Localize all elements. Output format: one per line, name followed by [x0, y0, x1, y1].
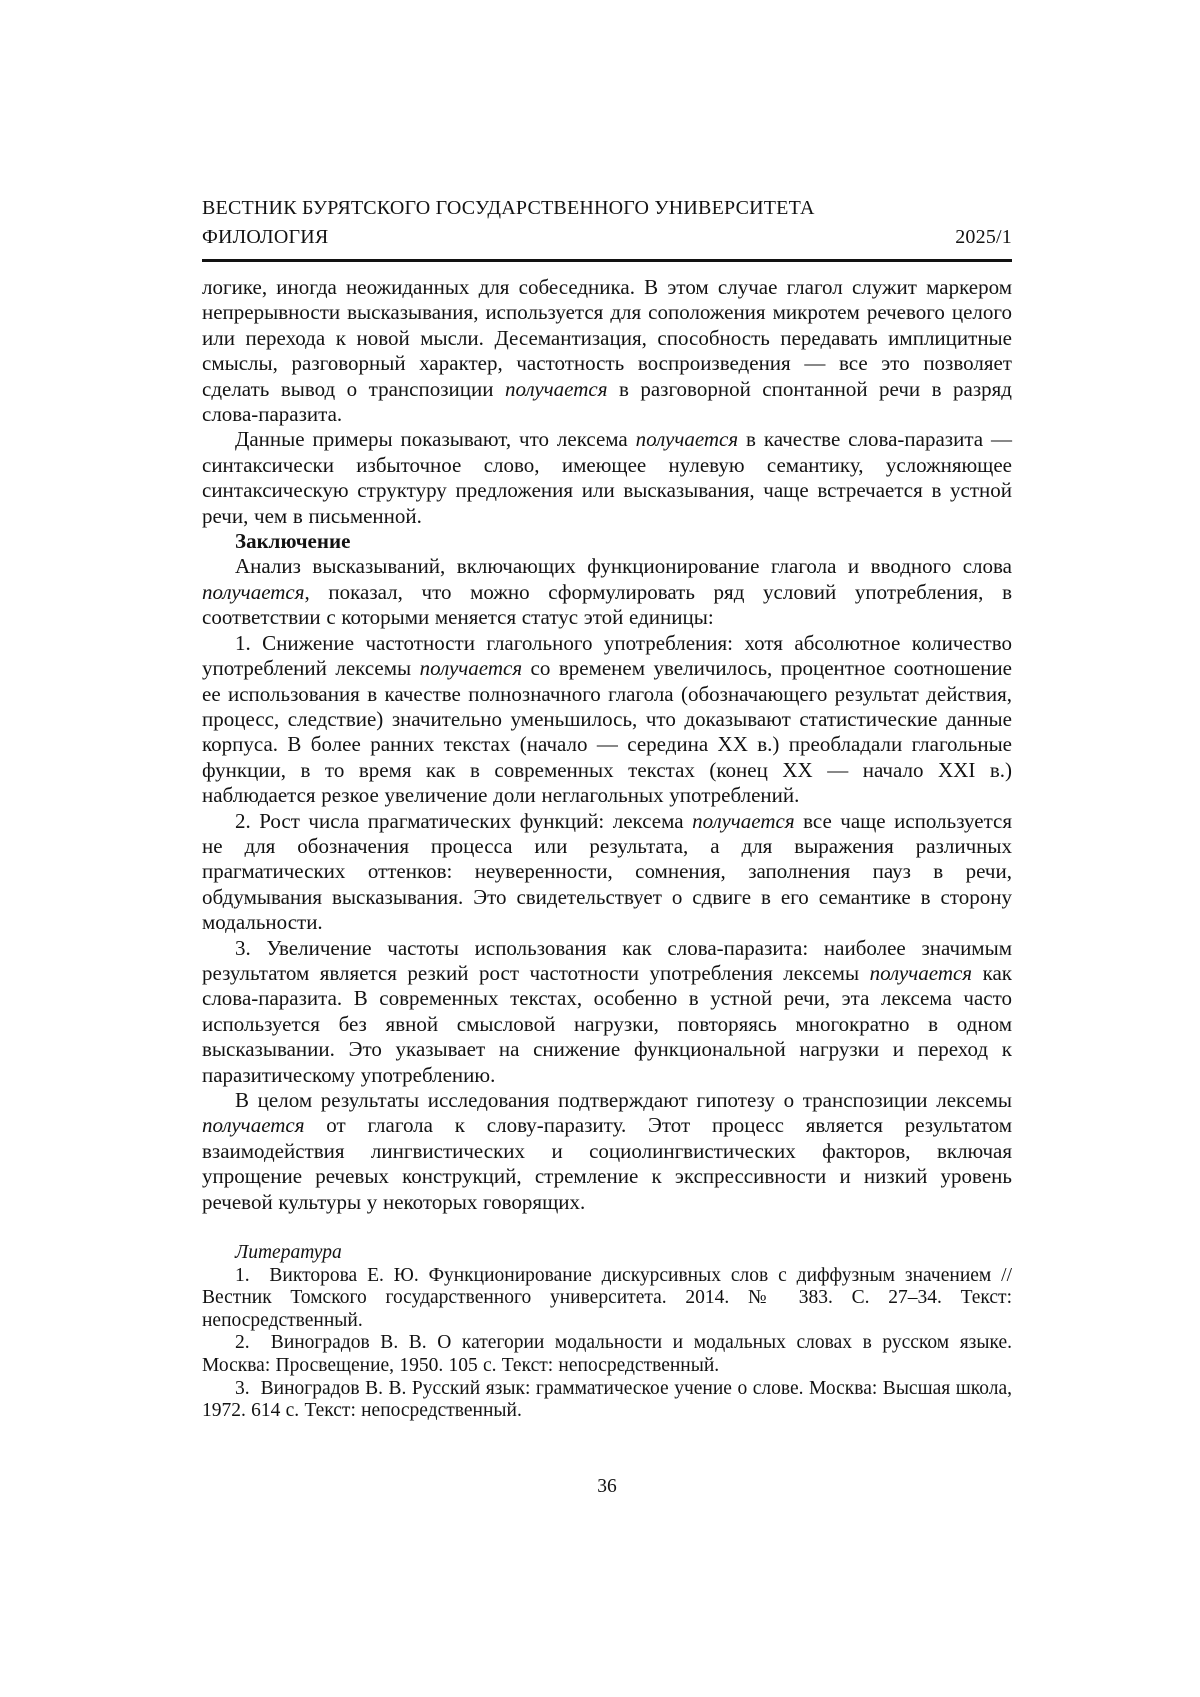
page-content [202, 194, 1012, 1423]
italic-text-run: получается [692, 808, 795, 833]
text-run: в качестве слова-паразита — синтаксически избыточное слово, имеющее нулевую семантику, усложняющее синтаксическую структуру предложения или высказывания, чаще встречается в устной речи, чем в письменной. [202, 427, 1012, 528]
text-run: в разговорной спонтанной речи в разряд слова-паразита. [202, 376, 1012, 427]
text-run: 3. Виноградов В. В. Русский язык: грамматическое учение о слове. Москва: Высшая школа, 1972. 614 с. Текст: непосредственный. [202, 1377, 1012, 1422]
italic-text-run: получается [202, 1113, 305, 1138]
text-run: 1. Викторова Е. Ю. Функционирование дискурсивных слов с диффузным значением // Вестник Томского государственного университета. 2014. № 383. С. 27–34. Текст: непосредственный. [202, 1264, 1012, 1331]
text-run: В целом результаты исследования подтверждают гипотезу о транспозиции лексемы [235, 1088, 1012, 1112]
paragraph [202, 275, 1012, 427]
italic-text-run: получается [202, 579, 305, 604]
text-run: , показал, что можно сформулировать ряд условий употребления, в соответствии с которыми меняется статус этой единицы: [202, 579, 1012, 630]
header-second-line [202, 223, 1012, 252]
reference-item [202, 1378, 1012, 1423]
italic-text-run: Литература [235, 1242, 342, 1264]
italic-text-run: получается [504, 376, 608, 401]
text-run: 1. Снижение частотности глагольного употребления: хотя абсолютное количество употреблений лексемы [202, 630, 1012, 681]
text-run: Данные примеры показывают, что лексема [235, 427, 636, 452]
section-heading [202, 529, 1012, 554]
text-run: логике, иногда неожиданных для собеседника. В этом случае глагол служит маркером непрерывности высказывания, используется для соположения микротем речевого целого или перехода к новой мысли. Десемантизация, способность передавать имплицитные смыслы, разговорный характер, частотность воспроизведения — все это позволяет сделать вывод о транспозиции [202, 275, 1012, 401]
journal-section: ФИЛОЛОГИЯ [202, 226, 329, 248]
paragraph [202, 936, 1012, 1088]
reference-item [202, 1265, 1012, 1333]
italic-text-run: получается [419, 656, 523, 681]
text-run: 2. Рост числа прагматических функций: лексема [235, 808, 693, 833]
paragraph [202, 554, 1012, 630]
journal-header [202, 194, 1012, 262]
article-body [202, 275, 1012, 1423]
text-run: все чаще используется не для обозначения процесса или результата, а для выражения различных прагматических оттенков: неуверенности, сомнения, заполнения пауз в речи, обдумывания высказывания. Это свидетельствует о сдвиге в его семантике в сторону модальности. [202, 808, 1013, 935]
issue-number: 2025/1 [955, 226, 1012, 248]
text-run: от глагола к слову-паразиту. Этот процесс является результатом взаимодействия лингвистических и социолингвистических факторов, включая упрощение речевых конструкций, стремление к экспрессивности и низкий уровень речевой культуры у некоторых говорящих. [202, 1113, 1012, 1214]
text-run: как слова-паразита. В современных текстах, особенно в устной речи, эта лексема часто используется без явной смысловой нагрузки, повторяясь многократно в одном высказывании. Это указывает на снижение функциональной нагрузки и переход к паразитическому употреблению. [202, 960, 1012, 1087]
paragraph [202, 1088, 1012, 1215]
bold-text-run: Заключение [235, 529, 351, 554]
paragraph [202, 427, 1012, 529]
italic-text-run: получается [869, 960, 973, 985]
italic-text-run: получается [635, 427, 739, 452]
literature-heading [202, 1242, 1012, 1265]
text-run: со временем увеличилось, процентное соотношение ее использования в качестве полнозначного глагола (обозначающего результат действия, процесс, следствие) значительно уменьшилось, что доказывают статистические данные корпуса. В более ранних текстах (начало — середина XX в.) преобладали глагольные функции, в то время как в современных текстах (конец XX — начало XXI в.) наблюдается резкое увеличение доли неглагольных употреблений. [202, 656, 1012, 808]
reference-item [202, 1332, 1012, 1377]
text-run: 2. Виноградов В. В. О категории модальности и модальных словах в русском языке. Москва: Просвещение, 1950. 105 с. Текст: непосредственный. [202, 1332, 1012, 1376]
journal-title: ВЕСТНИК БУРЯТСКОГО ГОСУДАРСТВЕННОГО УНИВЕРСИТЕТА [202, 197, 815, 219]
header-divider [202, 259, 1012, 262]
paragraph [202, 809, 1012, 936]
text-run: Анализ высказываний, включающих функционирование глагола и вводного слова [235, 554, 1012, 579]
text-run: 3. Увеличение частоты использования как слова-паразита: наиболее значимым результатом является резкий рост частотности употребления лексемы [202, 935, 1012, 985]
paragraph [202, 631, 1012, 809]
page-number: 36 [597, 1476, 617, 1497]
